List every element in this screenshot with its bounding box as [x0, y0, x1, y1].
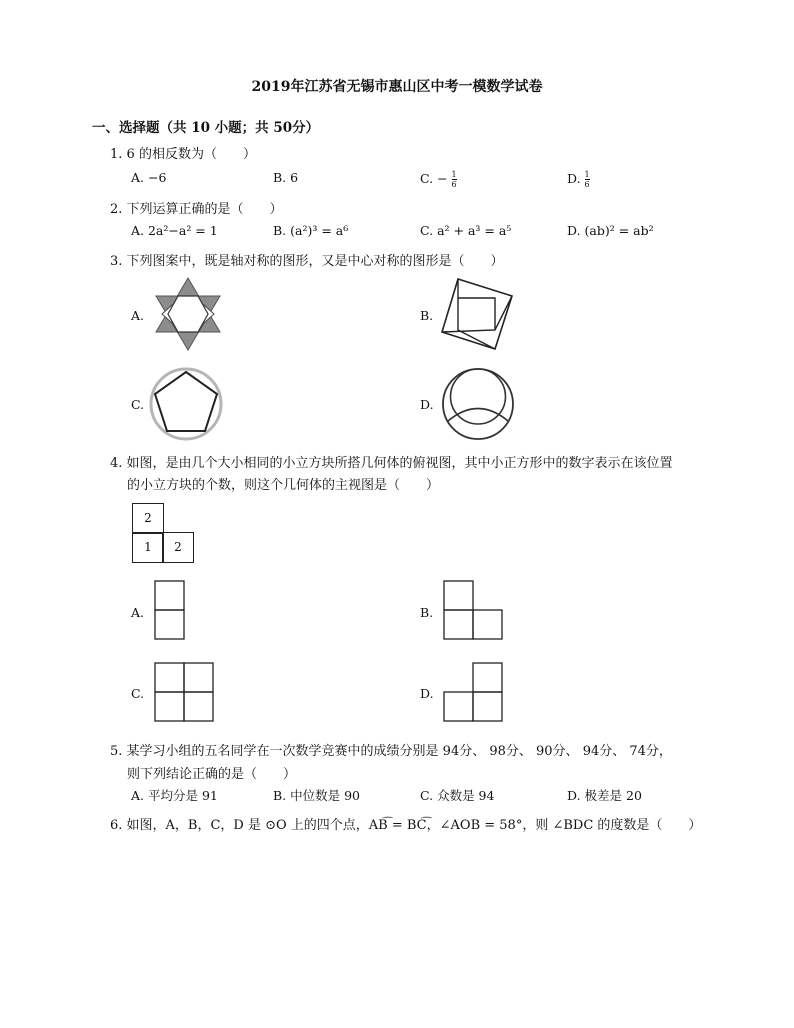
- outer-square: [442, 279, 512, 349]
- arc-bottom: [448, 409, 508, 422]
- top-view-cell-right: 2: [162, 532, 194, 563]
- q4-option-d: D.: [420, 686, 434, 701]
- q3-option-b: B.: [420, 308, 434, 323]
- top-view-cell-top: 2: [132, 503, 164, 534]
- pinwheel-line-3: [458, 298, 495, 330]
- q2-option-c: C. a² + a³ = a⁵: [420, 223, 512, 238]
- question-5-stem-line-2: 则下列结论正确的是（ ）: [127, 767, 297, 782]
- q3-option-c: C.: [131, 397, 145, 412]
- q2-option-d: D. (ab)² = ab²: [567, 223, 654, 238]
- section-heading: 一、选择题（共 10 小题；共 50分）: [92, 120, 320, 136]
- q5-option-d: D. 极差是 20: [567, 788, 642, 803]
- q3-figure-trefoil-circle: [440, 366, 516, 442]
- question-6-stem: 6. 如图，A，B，C，D 是 ⊙O 上的四个点，AB͡ = BC͡，∠AOB = 58°，则 ∠BDC 的度数是（ ）: [110, 818, 702, 833]
- question-4-stem-line-1: 4. 如图，是由几个大小相同的小立方块所搭几何体的俯视图，其中小正方形中的数字表示在该位置: [110, 456, 673, 471]
- fraction-denominator: 6: [584, 180, 590, 189]
- q4-option-a: A.: [131, 605, 145, 620]
- q2-option-a: A. 2a²−a² = 1: [131, 223, 218, 238]
- q5-option-b: B. 中位数是 90: [273, 788, 361, 803]
- question-3-stem: 3. 下列图案中，既是轴对称的图形，又是中心对称的图形是（ ）: [110, 254, 504, 269]
- fraction-numerator: 1: [451, 170, 457, 179]
- q1-option-b: B. 6: [273, 170, 299, 185]
- q3-figure-hexagram: [150, 276, 226, 352]
- q4-figure-a: [154, 580, 186, 640]
- q4-figure-c: [154, 662, 215, 722]
- q4-figure-d: [443, 662, 504, 722]
- q3-figure-square-pinwheel: [440, 276, 516, 352]
- fraction-denominator: 6: [451, 180, 457, 189]
- q5-option-c: C. 众数是 94: [420, 788, 495, 803]
- q1-option-c-label: C. −: [420, 171, 448, 186]
- q1-option-c: [420, 170, 457, 189]
- q1-option-c-fraction: [452, 170, 457, 189]
- question-4-stem-line-2: 的小立方块的个数，则这个几何体的主视图是（ ）: [127, 478, 440, 493]
- q3-figure-pentagon-circle: [148, 366, 224, 442]
- q4-option-b: B.: [420, 605, 434, 620]
- q2-option-b: B. (a²)³ = a⁶: [273, 223, 349, 238]
- q1-option-d-fraction: [585, 170, 590, 189]
- pentagon: [155, 372, 217, 431]
- q1-option-d: [567, 170, 590, 189]
- q4-option-c: C.: [131, 686, 145, 701]
- question-5-stem-line-1: 5. 某学习小组的五名同学在一次数学竞赛中的成绩分别是 94分、 98分、 90分、 94分、 74分，: [110, 744, 672, 759]
- fraction-numerator: 1: [584, 170, 590, 179]
- question-1-stem: 1. 6 的相反数为（ ）: [110, 147, 256, 162]
- exam-title: 2019年江苏省无锡市惠山区中考一模数学试卷: [251, 79, 543, 95]
- q5-option-a: A. 平均分是 91: [131, 788, 218, 803]
- q3-option-d: D.: [420, 397, 434, 412]
- q1-option-d-label: D.: [567, 171, 585, 186]
- outer-circle: [443, 369, 513, 439]
- q4-figure-b: [443, 580, 504, 640]
- outer-circle: [151, 369, 221, 439]
- q3-option-a: A.: [131, 308, 145, 323]
- top-view-cell-left: 1: [132, 532, 164, 563]
- question-2-stem: 2. 下列运算正确的是（ ）: [110, 202, 283, 217]
- q1-option-a: A. −6: [131, 170, 167, 185]
